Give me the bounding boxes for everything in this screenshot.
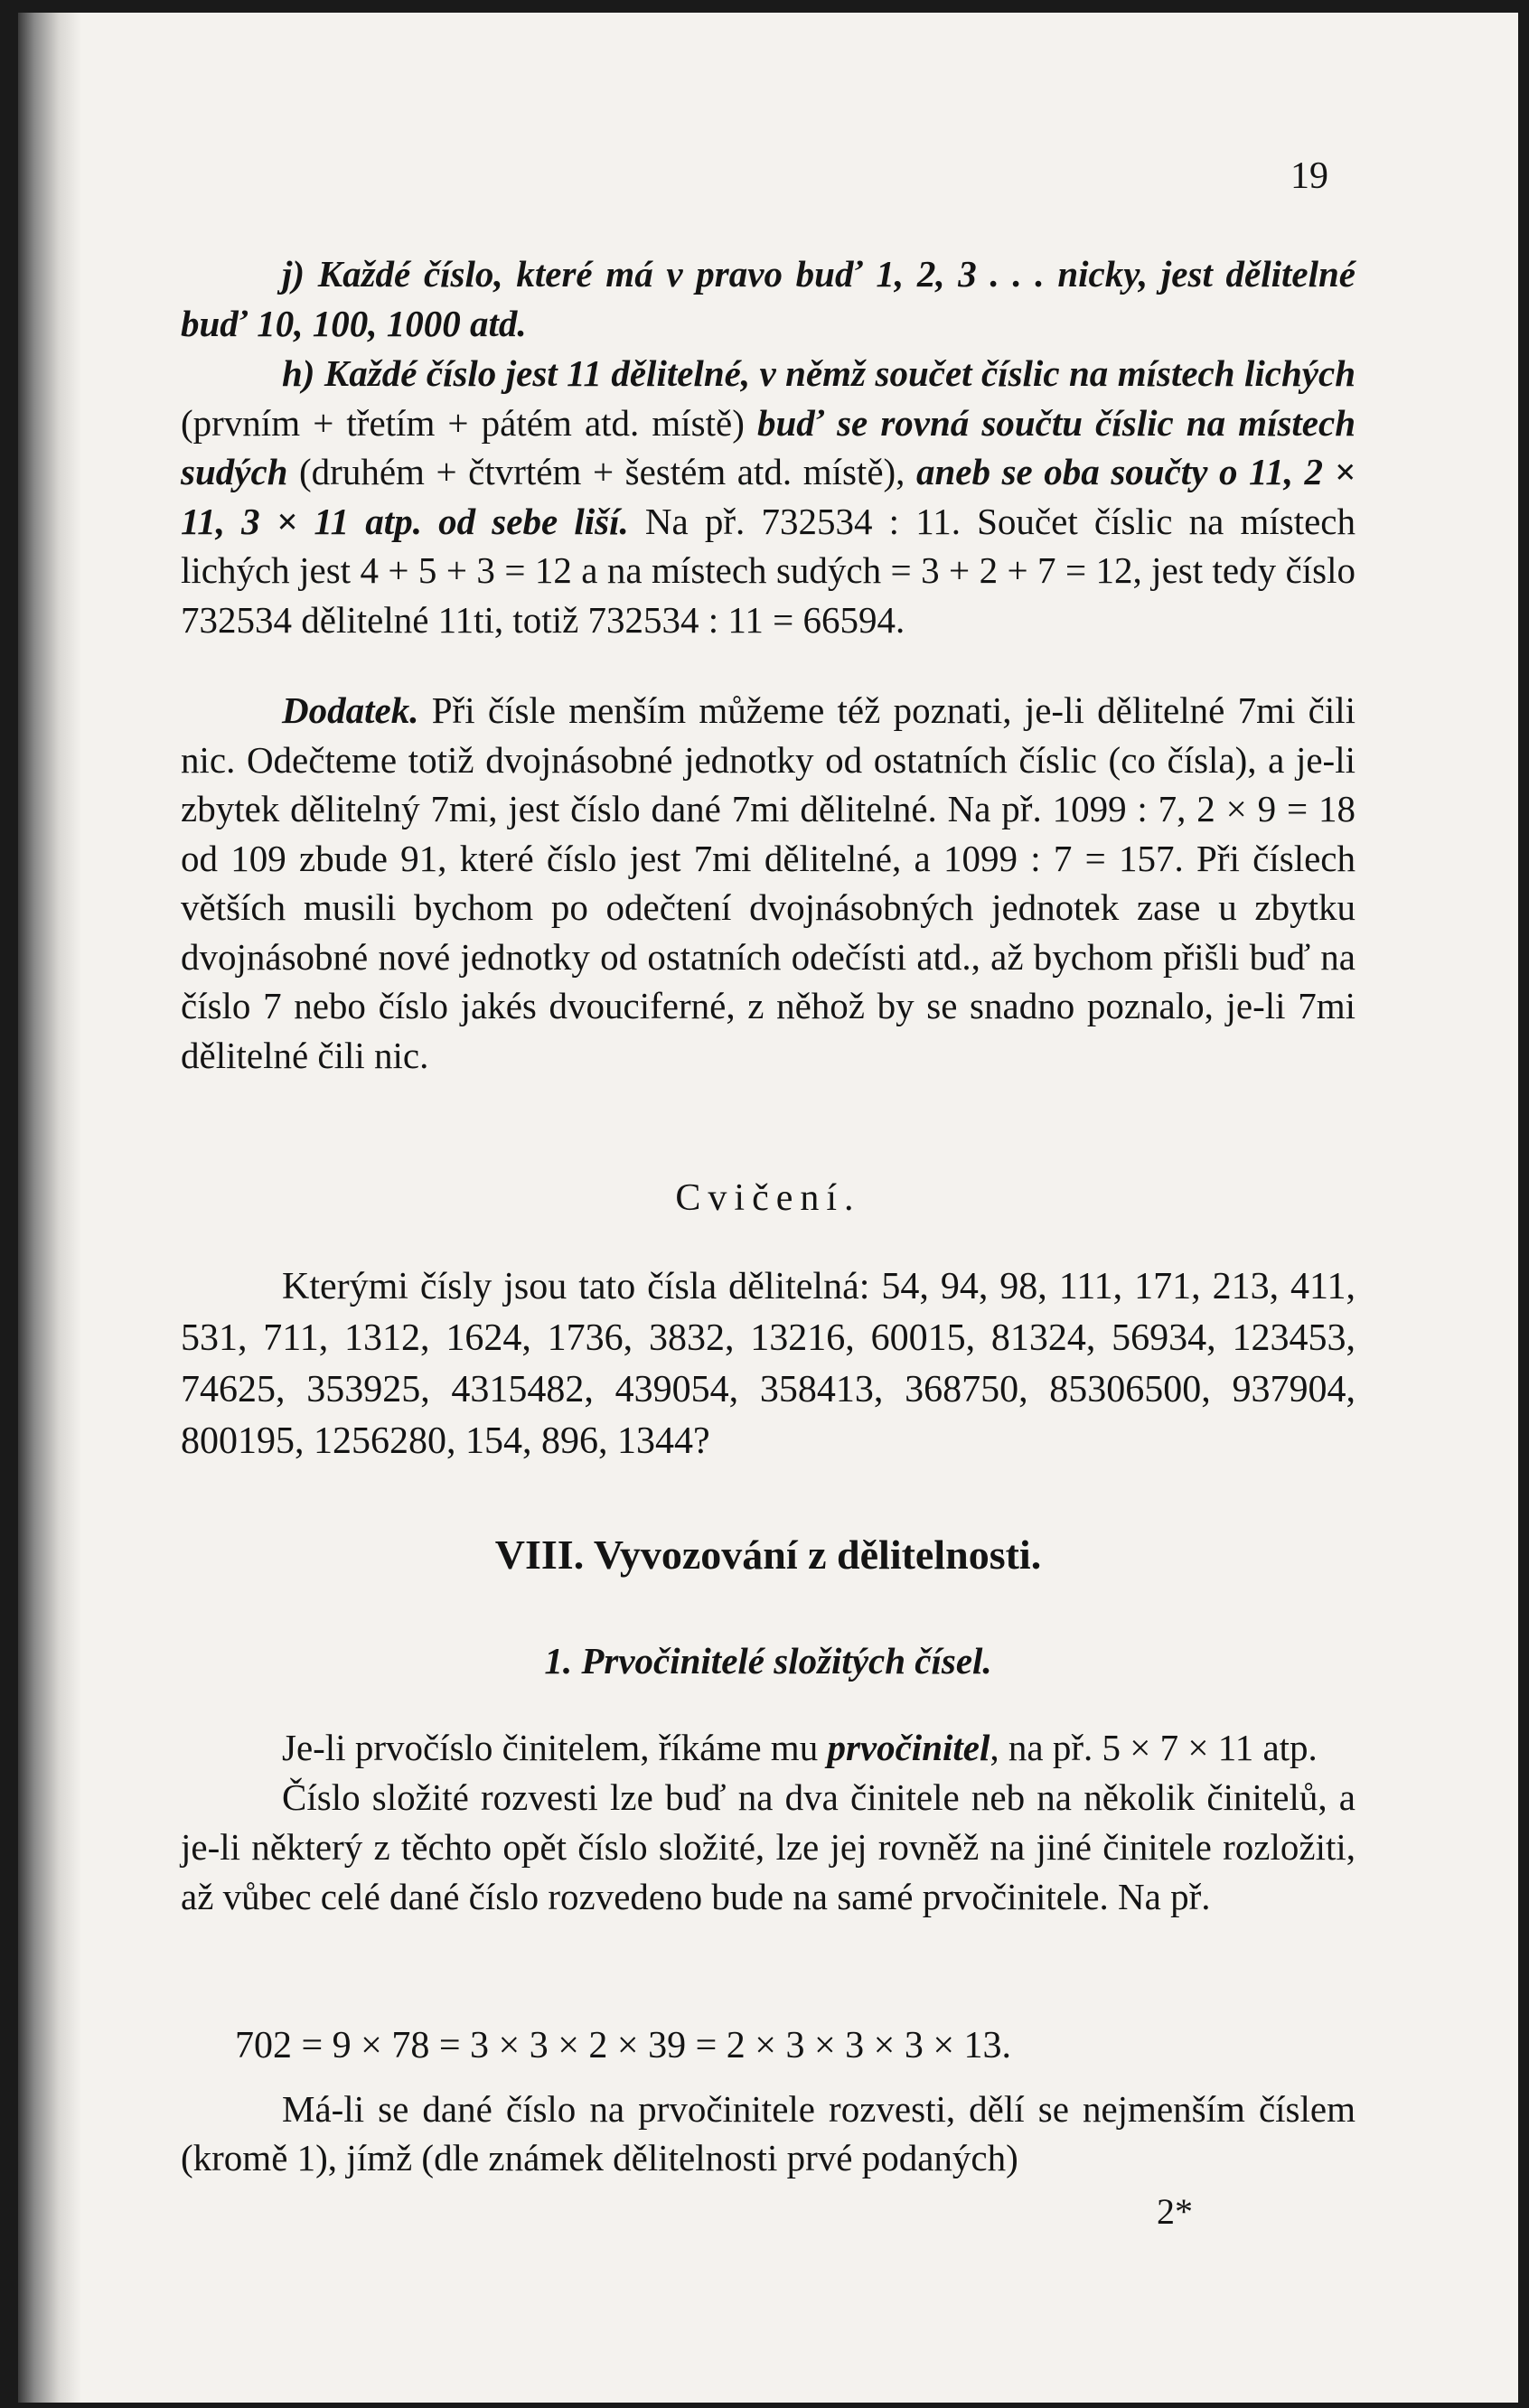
rule-h-emph-5: aneb se oba součty o 11, 2 × 11, 3 × 11 atp. od sebe liší. <box>181 451 1355 542</box>
dodatek-paragraph <box>181 686 1355 1080</box>
exercise-heading: Cvičení. <box>675 1177 861 1219</box>
dodatek-text: Při čísle menším můžeme též poznati, je-li dělitelné 7mi čili nic. Odečteme totiž dvojnásobné jednotky od ostatních číslic (co čísla), a je-li zbytek dělitelný 7mi, jest číslo dané 7mi dělitelné. Na př. 1099 : 7, 2 × 9 = 18 od 109 zbude 91, které číslo jest 7mi dělitelné, a 1099 : 7 = 157. Při číslech větších musili bychom po odečtení dvojnásobných jednotek zase u zbytku dvojnásobné nové jednotky od ostatních odečísti atd., až bychom přišli buď na číslo 7 nebo číslo jakés dvouciferné, z něhož by se snadno poznalo, je-li 7mi dělitelné čili nic. <box>181 689 1355 1076</box>
rule-h-emph-1: h) Každé číslo jest 11 dělitelné, v němž součet číslic na místech lichých <box>282 352 1355 394</box>
book-page <box>18 13 1518 2403</box>
exercise-text: Kterými čísly jsou tato čísla dělitelná: 54, 94, 98, 111, 171, 213, 411, 531, 711, 1312, 1624, 1736, 3832, 13216, 60015, 81324, 56934, 123453, 74625, 353925, 4315482, 439054, 358413, 368750, 85306500, 937904, 800195, 1256280, 154, 896, 1344? <box>181 1266 1355 1462</box>
rule-h-emph-3: buď se rovná součtu číslic na místech sudých <box>181 401 1356 492</box>
rule-h-text-4: (druhém + čtvrtém + šestém atd. místě), <box>287 451 916 492</box>
rule-j-paragraph <box>181 249 1355 348</box>
exercise-paragraph <box>181 1261 1355 1467</box>
dodatek-label: Dodatek. <box>282 689 419 731</box>
prvocinitel-paragraphs <box>181 1723 1355 1922</box>
rule-j-text: j) Každé číslo, které má v pravo buď 1, 2, 3 . . . nicky, jest dělitelné buď 10, 100, 1000 atd. <box>181 253 1355 344</box>
signature-mark: 2* <box>1157 2191 1193 2232</box>
rule-h-paragraph <box>181 349 1355 644</box>
section-title: VIII. Vyvozování z dělitelnosti. <box>494 1532 1042 1578</box>
page-number: 19 <box>1290 155 1328 197</box>
section-subtitle: 1. Prvočinitelé složitých čísel. <box>544 1640 992 1682</box>
closing-paragraph <box>181 2085 1355 2182</box>
factorization-equation: 702 = 9 × 78 = 3 × 3 × 2 × 39 = 2 × 3 × 3 × 3 × 13. <box>235 2025 1012 2066</box>
prvocinitel-text-2: Číslo složité rozvesti lze buď na dva činitele neb na několik činitelů, a je-li některý z těchto opět číslo složité, lze jej rovněž na jiné činitele rozložiti, až vůbec celé dané číslo rozvedeno bude na samé prvočinitele. Na př. <box>181 1776 1355 1917</box>
prvocinitel-text-a: Je-li prvočíslo činitelem, říkáme mu <box>282 1727 828 1768</box>
rule-h-text-6: Na př. 732534 : 11. Součet číslic na místech lichých jest 4 + 5 + 3 = 12 a na místech sudých = 3 + 2 + 7 = 12, jest tedy číslo 732534 dělitelné 11ti, totiž 732534 : 11 = 66594. <box>181 500 1355 641</box>
prvocinitel-text-b: , na př. 5 × 7 × 11 atp. <box>990 1727 1318 1768</box>
prvocinitel-term: prvočinitel <box>827 1727 990 1768</box>
rule-h-text-2: (prvním + třetím + pátém atd. místě) <box>181 401 757 444</box>
closing-text: Má-li se dané číslo na prvočinitele rozvesti, dělí se nejmenším číslem (kromě 1), jímž (dle známek dělitelnosti prvé podaných) <box>181 2088 1355 2178</box>
